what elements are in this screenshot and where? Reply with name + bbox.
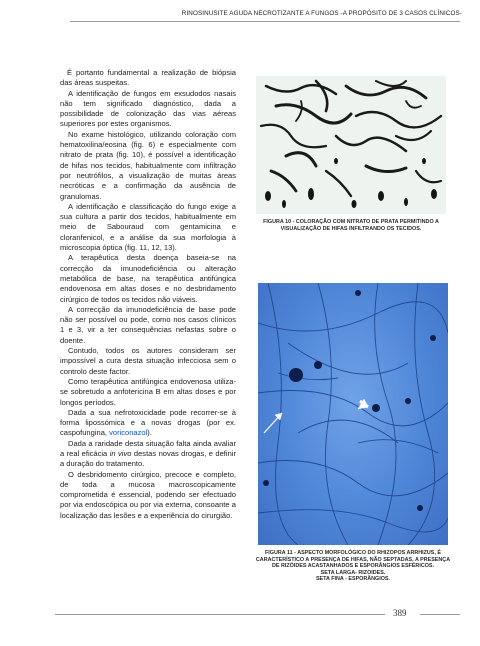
running-header: RINOSINUSITE AGUDA NECROTIZANTE A FUNGOS -A PROPÓSITO DE 3 CASOS CLÍNICOS- [181,10,462,17]
figure-11-caption-thin-arrow: SETA FINA - ESPORÂNGIOS. [315,576,391,583]
paragraph-10-end: destas novas drogas, e definir a duração do tratamento. [60,448,236,469]
paragraph-10 [60,439,236,470]
footer-rule-right [420,614,460,615]
figure-11-micrograph [258,283,448,545]
paragraph-4: A identificação e classificação do fungo exige a sua cultura a partir dos tecidos, habitualmente em meio de Sabouraud com gentamicina e cloranfenicol, e a análise da sua morfologia à microscopia óptica (fig. 11, 12, 13). [60,201,236,253]
paragraph-2: A identificação de fungos em exsudodos nasais não tem significado diagnóstico, dada a possibilidade de colonização das vias aéreas superiores por estes organismos. [60,88,236,129]
rhizopus-culture-image [258,283,448,545]
voriconazol-highlight: voriconazol [109,428,148,438]
body-text-column [60,68,236,521]
paragraph-9-end: ). [147,428,152,438]
silver-stain-hyphae-image [256,76,446,214]
paragraph-11: O desbridomento cirúrgico, precoce e completo, de toda a mucosa macroscopicamente comprometida é essencial, podendo ser efectuado por via endoscópica ou por via externa, consoante a localização das lesões e a experiência do cirurgião. [60,469,236,520]
page-number: 389 [393,608,407,618]
figure-11-caption [252,550,454,583]
paragraph-10-text: Dada a raridade desta situação falta ainda avaliar a real eficácia [60,438,236,458]
header-rule [70,21,460,22]
footer-rule-left [55,614,385,615]
figure-10-micrograph [256,76,446,214]
paragraph-8: Como terapêutica antifúngica endovenosa utiliza-se sobretudo a anfotericina B em altas doses e por longos períodos. [60,376,236,407]
paragraph-7: Contudo, todos os autores consideram ser impossível a cura desta situação infecciosa sem o controlo deste factor. [60,346,236,376]
paragraph-1: É portanto fundamental a realização de biópsia das áreas suspeitas. [60,68,236,88]
in-vivo-italic: in vivo [109,448,132,458]
figure-11-caption-main: FIGURA 11 - ASPECTO MORFOLÓGICO DO RHIZOPOS ARRHIZUS, É CARACTERÍSTICO A PRESENÇA DE HIFAS, NÃO SEPTADAS, A PRESENÇA DE RIZÓIDES ACASTANHADOS E ESPORÂNGIOS ESFÉRICOS. [255,550,451,570]
figure-10-caption: FIGURA 10 - COLORAÇÃO COM NITRATO DE PRATA PERMITINDO A VISUALIZAÇÃO DE HIFAS INFILTRANDO OS TECIDOS. [263,219,439,232]
paragraph-6: A correcção da imunodeficiência de base pode não ser possível ou pode, como nos casos clínicos 1 e 3, vir a ter consequências nefastas sobre o doente. [60,304,236,345]
paragraph-5: A terapêutica desta doença baseia-se na correcção da imunodeficiência ou alteração metabólica de base, na terapêutica antifúngica endovenosa em altas doses e no desbridamento cirúrgico de todos os tecidos não viáveis. [60,253,236,304]
paragraph-3: No exame histológico, utilizando coloração com hematoxilina/eosina (fig. 6) e especialmente com nitrato de prata (fig. 10), é possível a identificação de hifas nos tecidos, habitualmente com infiltração por neutrófilos, a visualização de muitas áreas necróticas e a confirmação da ausência de granulomas. [60,129,236,201]
figure-11-caption-wide-arrow: SETA LARGA- RIZOIDES. [320,569,386,576]
paragraph-9 [60,408,236,439]
paragraph-9-text: Dada a sua nefrotoxicidade pode recorrer-se à forma lipossómica e a novas drogas (por ex. caspofungina, [60,407,236,438]
